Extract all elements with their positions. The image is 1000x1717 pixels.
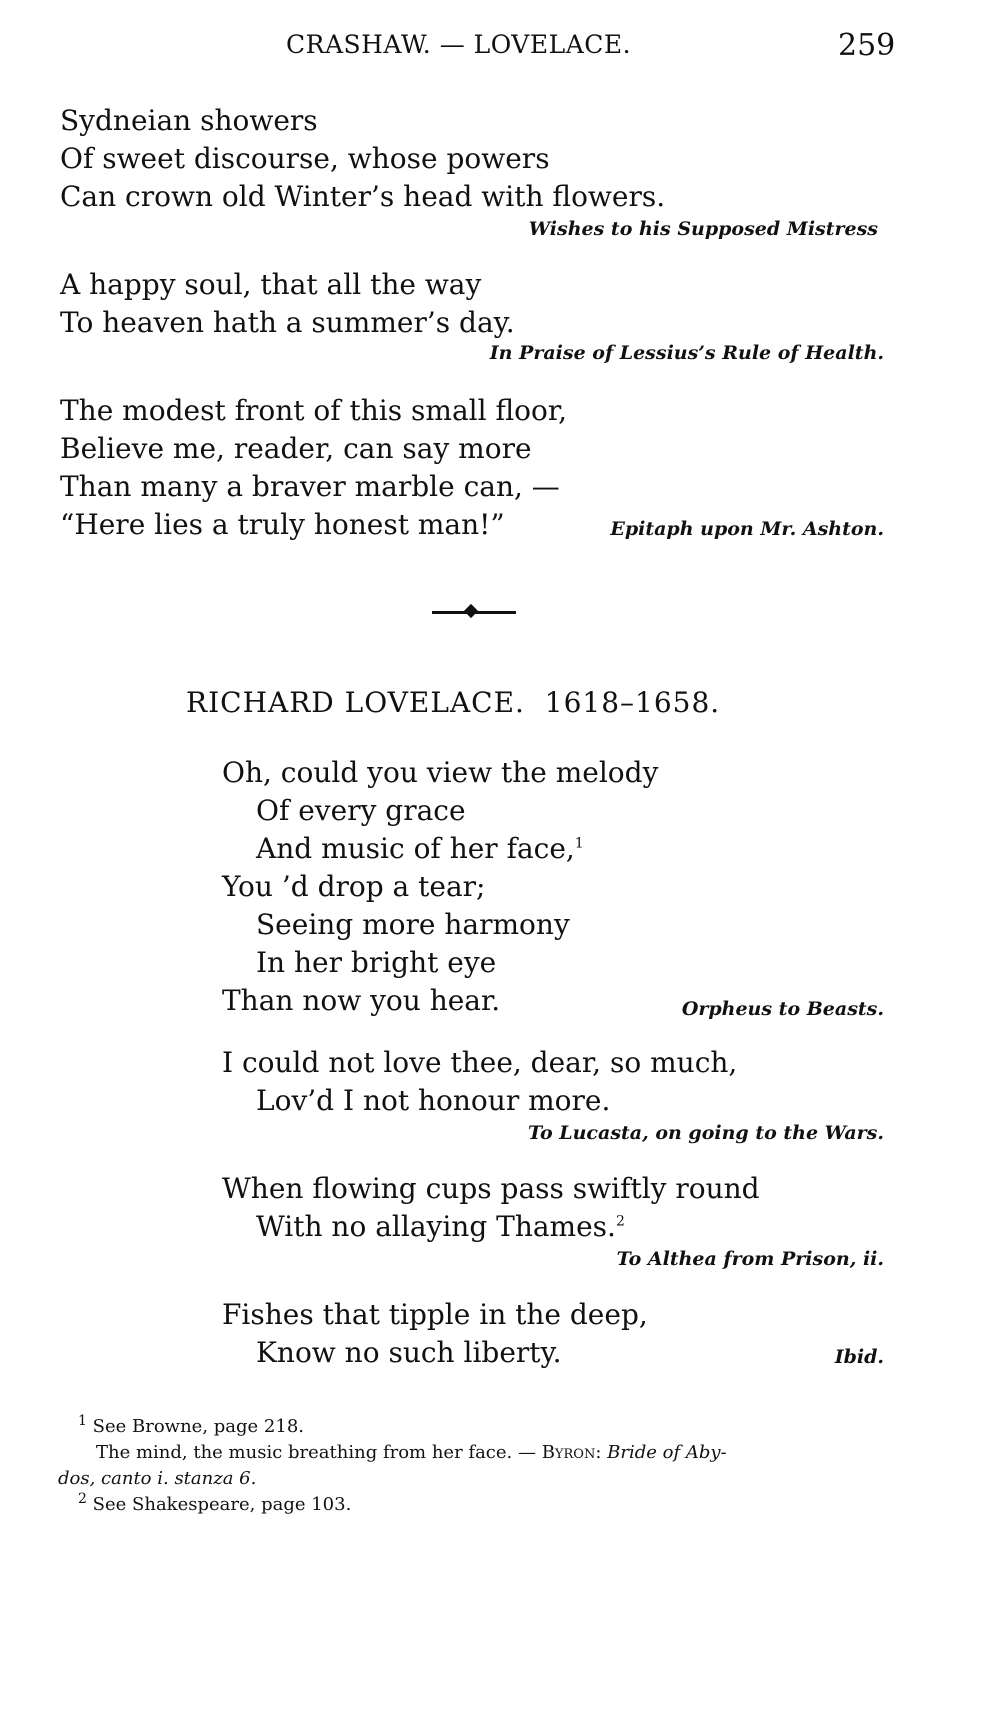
verse-line: Can crown old Winter’s head with flowers.	[60, 180, 666, 213]
verse-line: Than now you hear.	[222, 984, 501, 1017]
footnote-number: 2	[78, 1491, 87, 1507]
footnote-text: See Shakespeare, page 103.	[92, 1494, 352, 1515]
footnote-1-cont	[58, 1466, 888, 1492]
verse-passage	[222, 1296, 648, 1372]
footnote-work: Bride of Aby-	[607, 1442, 727, 1463]
footnote-2	[58, 1492, 888, 1518]
verse-passage	[60, 392, 567, 544]
citation: Epitaph upon Mr. Ashton.	[610, 518, 884, 540]
verse-line: Lov’d I not honour more.	[256, 1084, 611, 1117]
citation: To Lucasta, on going to the Wars.	[528, 1122, 884, 1144]
author-dates: 1618–1658.	[544, 686, 721, 719]
verse-line: You ’d drop a tear;	[222, 870, 486, 903]
footnote-author: Byron	[541, 1442, 596, 1463]
verse-line: Oh, could you view the melody	[222, 756, 659, 789]
verse-passage	[222, 1170, 760, 1246]
footnote-1	[58, 1414, 888, 1440]
footnote-work-cont: dos, canto i. stanza 6.	[58, 1468, 257, 1489]
footnote-1-quote	[58, 1440, 888, 1466]
footnote-mark: 1	[574, 835, 584, 852]
verse-text: With no allaying Thames.	[256, 1210, 616, 1243]
verse-passage	[60, 102, 665, 216]
verse-line: Of sweet discourse, whose powers	[60, 142, 550, 175]
verse-line: Fishes that tipple in the deep,	[222, 1298, 648, 1331]
verse-line: Seeing more harmony	[256, 908, 570, 941]
verse-line	[222, 1208, 760, 1246]
citation: Ibid.	[834, 1346, 884, 1368]
verse-passage	[222, 754, 658, 1020]
verse-line: The modest front of this small floor,	[60, 394, 568, 427]
verse-line: Believe me, reader, can say more	[60, 432, 532, 465]
footnote-number: 1	[78, 1413, 87, 1429]
verse-text: And music of her face,	[256, 832, 575, 865]
verse-line: To heaven hath a summer’s day.	[60, 306, 515, 339]
running-head: CRASHAW. — LOVELACE.	[286, 30, 632, 59]
footnote-sep: :	[595, 1442, 608, 1463]
citation: To Althea from Prison, ii.	[616, 1248, 884, 1270]
verse-line: “Here lies a truly honest man!”	[60, 508, 505, 541]
verse-line: Sydneian showers	[60, 104, 318, 137]
citation: In Praise of Lessius’s Rule of Health.	[489, 342, 884, 364]
citation: Wishes to his Supposed Mistress	[528, 218, 878, 240]
verse-line: A happy soul, that all the way	[60, 268, 482, 301]
footnotes	[58, 1414, 888, 1518]
verse-line: Of every grace	[256, 794, 466, 827]
verse-line	[222, 830, 658, 868]
verse-line: Know no such liberty.	[256, 1336, 562, 1369]
author-name: RICHARD LOVELACE.	[186, 686, 525, 719]
verse-line: In her bright eye	[256, 946, 497, 979]
divider-diamond-icon	[464, 604, 478, 618]
verse-passage	[60, 266, 515, 342]
page-number: 259	[838, 28, 896, 63]
footnote-mark: 2	[615, 1213, 625, 1230]
footnote-text: See Browne, page 218.	[92, 1416, 305, 1437]
author-heading	[186, 686, 720, 719]
verse-line: I could not love thee, dear, so much,	[222, 1046, 738, 1079]
verse-line: When flowing cups pass swiftly round	[222, 1172, 760, 1205]
verse-line: Than many a braver marble can, —	[60, 470, 560, 503]
footnote-quote: The mind, the music breathing from her face. —	[96, 1442, 542, 1463]
verse-passage	[222, 1044, 737, 1120]
citation: Orpheus to Beasts.	[681, 998, 884, 1020]
